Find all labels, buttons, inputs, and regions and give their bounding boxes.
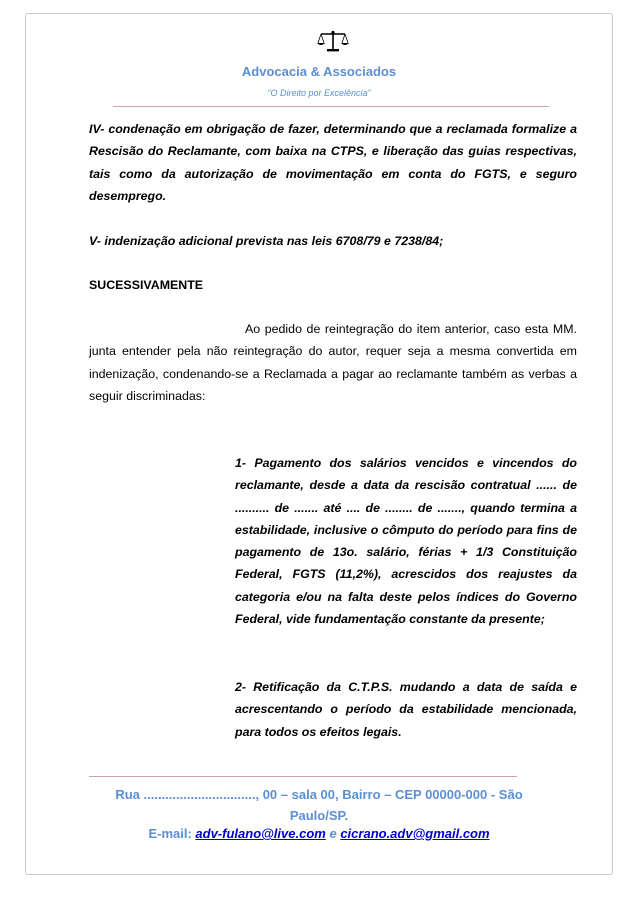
firm-motto: “O Direito por Excelência” xyxy=(267,88,371,98)
email-label: E-mail: xyxy=(148,826,192,841)
item-iv: IV- condenação em obrigação de fazer, determinando que a reclamada formalize a Rescisão do Reclamante, com baixa na CTPS, e liberação das guias respectivas, tais como da autorização de movimentação em conta do FGTS, e seguro desemprego. xyxy=(89,122,577,203)
footer-divider xyxy=(89,776,517,777)
list-item-2: 2- Retificação da C.T.P.S. mudando a data de saída e acrescentando o período da estabilidade mencionada, para todos os efeitos legais. xyxy=(235,680,577,739)
header-divider xyxy=(113,106,549,107)
footer-address: Rua ..............................., 00 – sala 00, Bairro – CEP 00000-000 - São Paulo/SP. xyxy=(115,787,523,823)
email-link-2[interactable]: cicrano.adv@gmail.com xyxy=(340,826,490,841)
item-v: V- indenização adicional prevista nas leis 6708/79 e 7238/84; xyxy=(89,234,444,248)
email-conjunction: e xyxy=(329,826,337,841)
email-link-1[interactable]: adv-fulano@live.com xyxy=(195,826,326,841)
balance-scale-icon xyxy=(315,30,351,52)
footer-email-line xyxy=(89,826,549,841)
firm-name: Advocacia & Associados xyxy=(241,64,397,79)
list-item-1: 1- Pagamento dos salários vencidos e vincendos do reclamante, desde a data da rescisão contratual ...... de .......... de ....... até .... de ........ de ......., quando termina a estabilidade, inclusive o cômputo do período para fins de pagamento de 13o. salário, férias + 1/3 Constituição Federal, FGTS (11,2%), acrescidos dos reajustes da categoria e/ou na falta deste pelos índices do Governo Federal, vide fundamentação constante da presente; xyxy=(235,456,577,627)
section-heading: SUCESSIVAMENTE xyxy=(89,278,204,292)
body-paragraph: Ao pedido de reintegração do item anterior, caso esta MM. junta entender pela não reintegração do autor, requer seja a mesma convertida em indenização, condenando-se a Reclamada a pagar ao reclamante também as verbas a seguir discriminadas: xyxy=(89,322,577,403)
